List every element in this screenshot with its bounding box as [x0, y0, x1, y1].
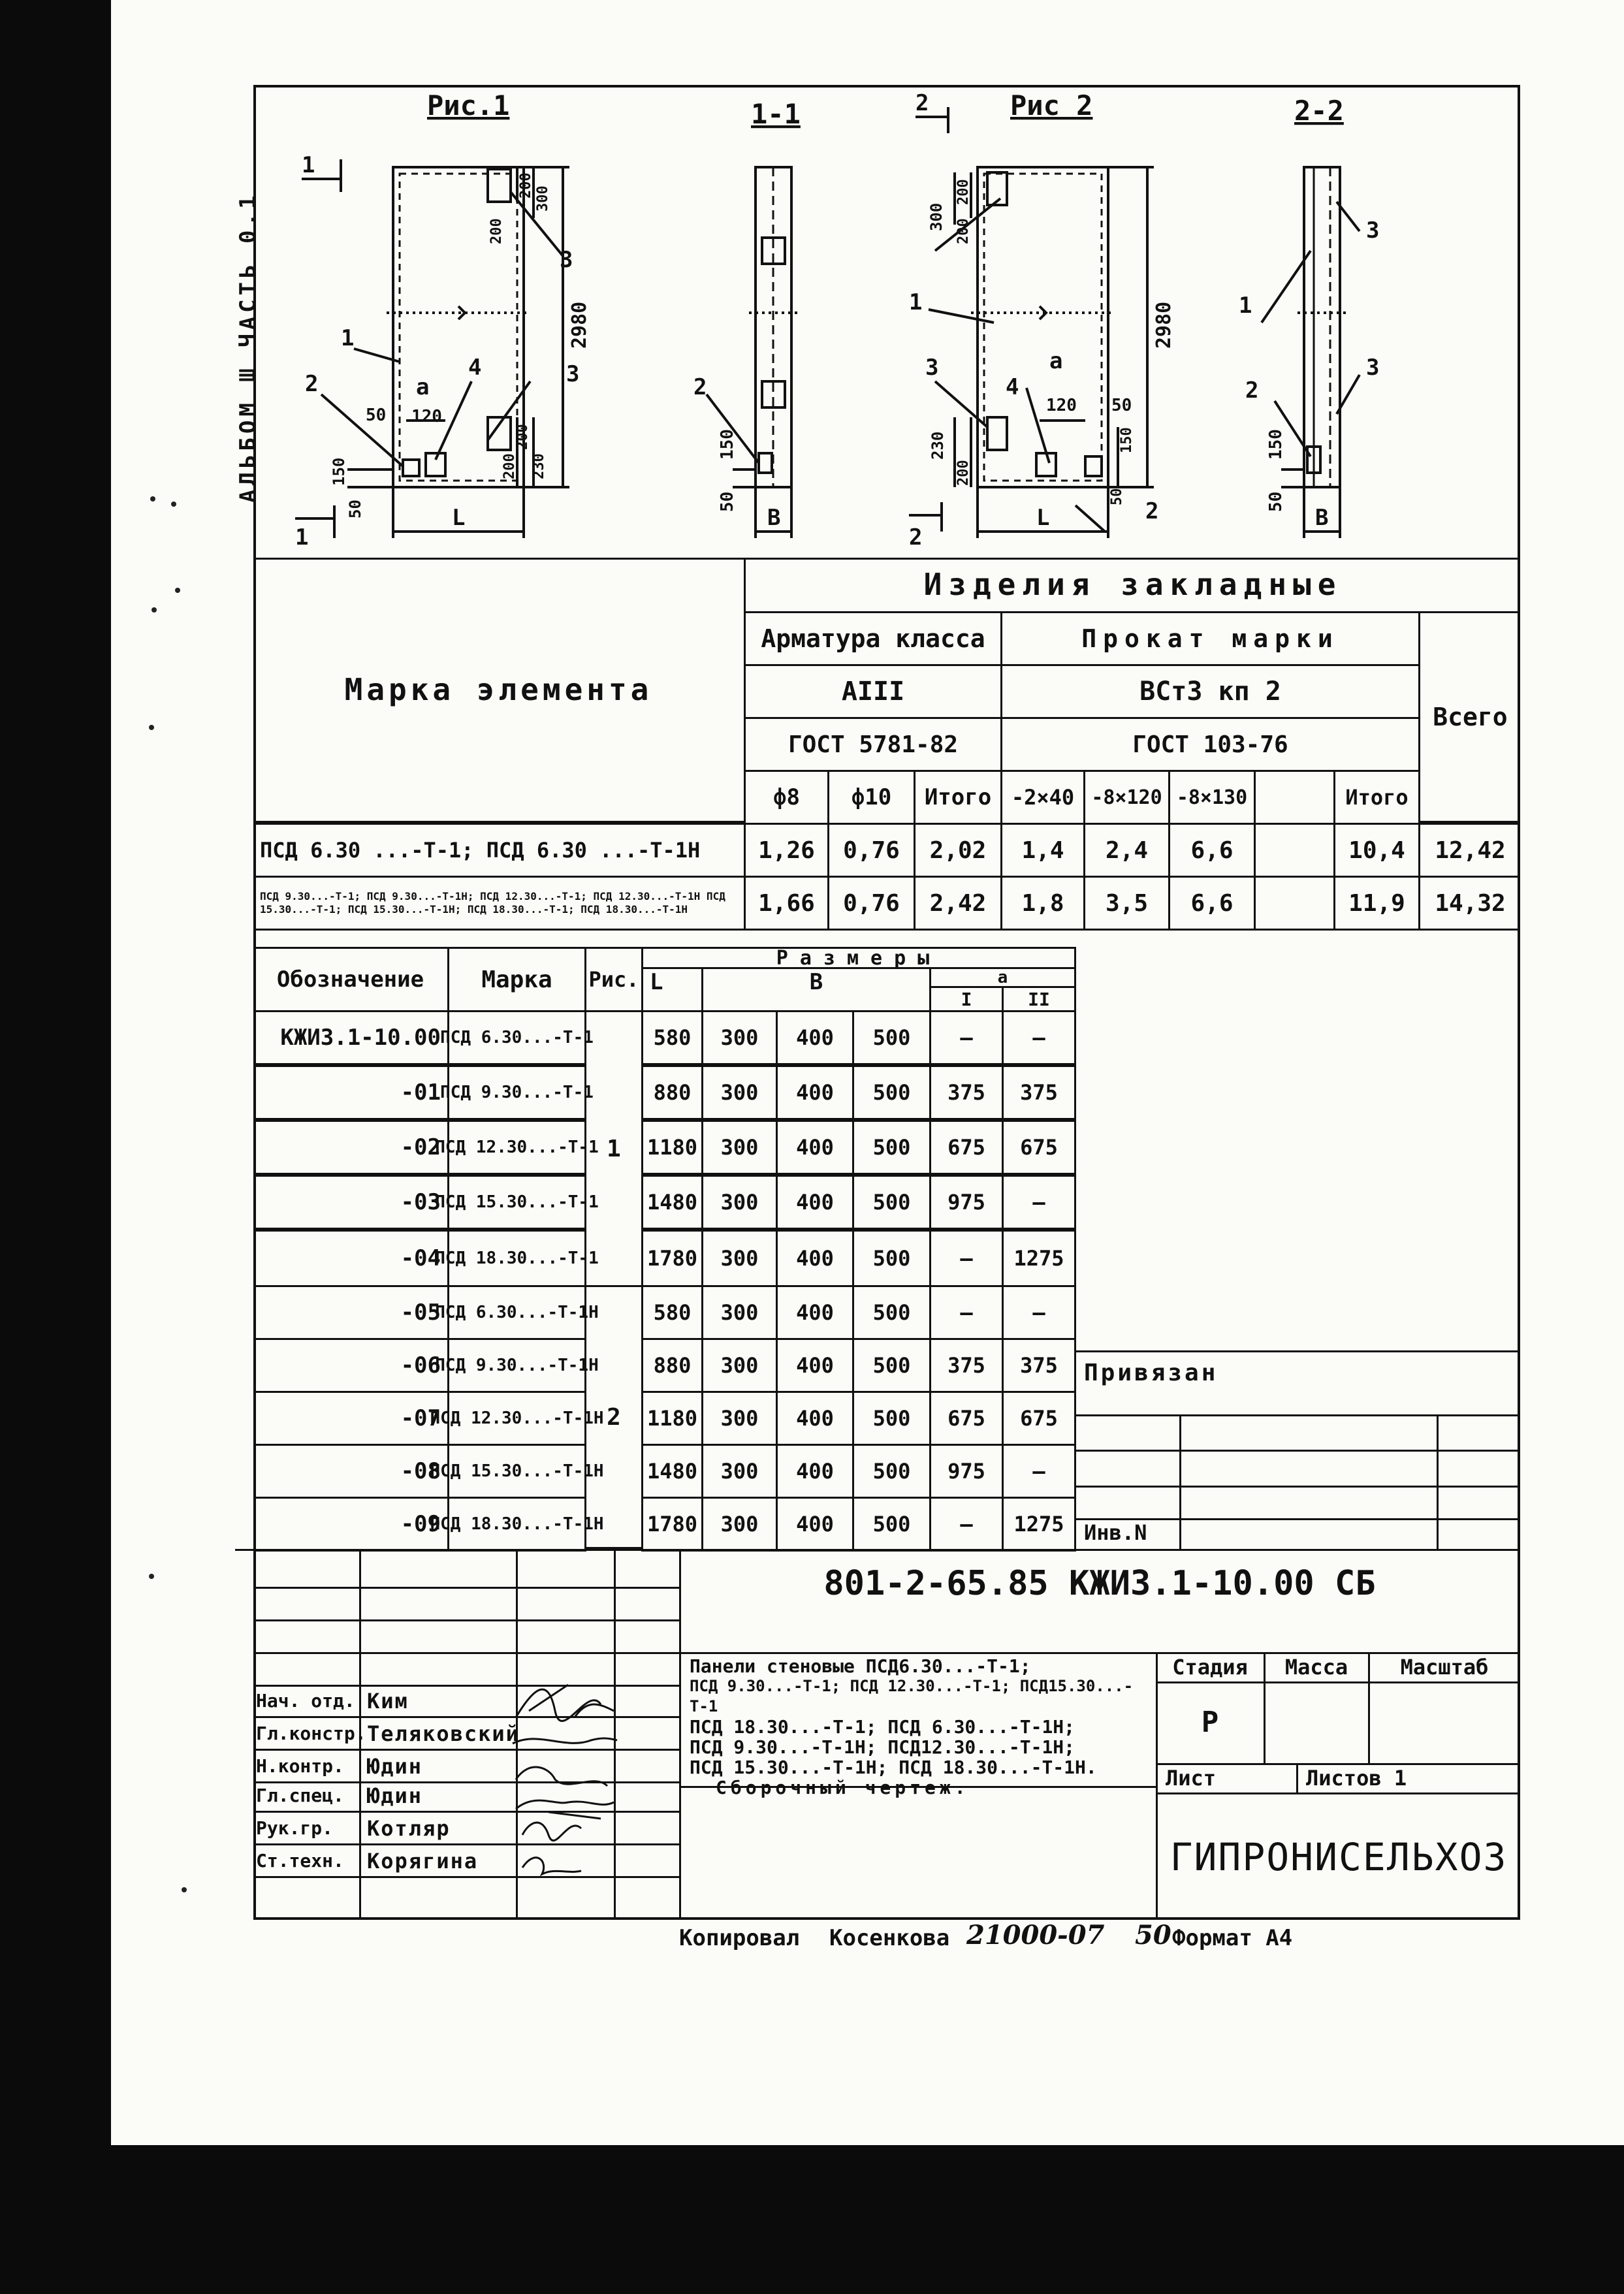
col-header: -8×120: [1083, 770, 1170, 825]
embed-total: 14,32: [1418, 876, 1520, 931]
size-cell-a2: —: [1002, 1444, 1076, 1499]
sec22-callout-3b: 3: [1366, 355, 1380, 381]
fig1-callout-1: 1: [341, 325, 355, 351]
fig1-callout-3a: 3: [560, 247, 573, 273]
embed-cell: 1,8: [1000, 876, 1085, 931]
tb-col: [1156, 1652, 1158, 1920]
size-header-fig: Рис.: [584, 947, 643, 1012]
tb-row: [1156, 1681, 1520, 1683]
stage-header: Стадия: [1172, 1655, 1248, 1680]
size-header-b: B: [701, 967, 931, 1012]
sec11-dim-150: 150: [718, 429, 737, 460]
fig1-dim-height: 2980: [568, 301, 591, 349]
size-cell-l: 1480: [641, 1444, 703, 1499]
size-cell-b1: 300: [701, 1230, 778, 1287]
staff-name: Теляковский: [367, 1721, 520, 1746]
size-cell-a2: —: [1002, 1175, 1076, 1230]
binding-col: [1437, 1414, 1439, 1549]
size-cell-des: -01: [253, 1065, 449, 1120]
description-block: [690, 1656, 1153, 1798]
fig2-section-mark: 2: [915, 90, 929, 116]
fig1-callout-4: 4: [468, 355, 482, 381]
size-cell-a1: 975: [929, 1175, 1004, 1230]
fig2-label-a: a: [1049, 348, 1063, 374]
size-cell-b3: 500: [852, 1010, 931, 1065]
embed-cell: 0,76: [827, 876, 915, 931]
description-line: ПСД 9.30...-Т-1; ПСД 12.30...-Т-1; ПСД15.30...-Т-1: [690, 1677, 1134, 1715]
fig2-section-mark-b: 2: [909, 524, 923, 550]
size-cell-b2: 400: [776, 1338, 854, 1393]
binding-line: [1074, 1450, 1520, 1452]
tb-row: [1156, 1792, 1520, 1794]
scan-speck: [175, 588, 180, 593]
size-cell-des: -06: [253, 1338, 449, 1393]
size-cell-a2: 1275: [1002, 1230, 1076, 1287]
tb-main-line: [679, 1652, 1520, 1654]
sec22-outline: [1304, 167, 1340, 487]
fig1-panel-outline: [393, 167, 524, 487]
size-cell-mark: ПСД 15.30...-Т-1: [447, 1175, 586, 1230]
size-cell-des: -03: [253, 1175, 449, 1230]
description-line: Сборочный чертеж.: [716, 1777, 970, 1798]
col-header: ф8: [744, 770, 829, 825]
size-cell-a2: 1275: [1002, 1497, 1076, 1552]
fig1-dim-200a: 200: [518, 172, 534, 199]
size-cell-b2: 400: [776, 1285, 854, 1340]
size-cell-des: -08: [253, 1444, 449, 1499]
embed-cell: [1254, 823, 1335, 878]
tb-col: [679, 1549, 681, 1920]
sec22-dim-150: 150: [1266, 429, 1286, 460]
size-header-l: L: [641, 967, 703, 1012]
binding-col: [1179, 1414, 1181, 1549]
size-cell-l: 1780: [641, 1230, 703, 1287]
fig2-callout-4: 4: [1006, 374, 1019, 400]
staff-name: Юдин: [367, 1754, 423, 1779]
figures-area: [256, 88, 1518, 558]
size-cell-b1: 300: [701, 1065, 778, 1120]
scan-speck: [182, 1887, 187, 1892]
scan-speck: [151, 607, 157, 613]
description-line: ПСД 15.30...-Т-1Н; ПСД 18.30...-Т-1Н.: [690, 1757, 1097, 1778]
size-cell-des: -09: [253, 1497, 449, 1552]
size-cell-l: 1480: [641, 1175, 703, 1230]
fig1-dim-150: 150: [330, 457, 348, 486]
description-line: ПСД 18.30...-Т-1; ПСД 6.30...-Т-1Н;: [690, 1716, 1075, 1738]
fig2-callout-3: 3: [925, 355, 939, 381]
fig-group-2: 2: [584, 1285, 643, 1549]
staff-role: Гл.спец.: [256, 1785, 344, 1806]
fig1-callout-2: 2: [305, 371, 319, 397]
binding-title: Привязан: [1084, 1360, 1218, 1386]
size-cell-b1: 300: [701, 1444, 778, 1499]
fig-group-1: 1: [584, 1010, 643, 1287]
fig1-dim-200d: 200: [502, 453, 518, 479]
size-cell-b3: 500: [852, 1175, 931, 1230]
arm-class: АIII: [744, 664, 1002, 719]
size-cell-b1: 300: [701, 1497, 778, 1552]
size-cell-a1: 975: [929, 1444, 1004, 1499]
size-cell-b2: 400: [776, 1497, 854, 1552]
binding-inv: Инв.N: [1084, 1520, 1147, 1545]
size-cell-b2: 400: [776, 1010, 854, 1065]
size-cell-mark: ПСД 9.30...-Т-1Н: [447, 1338, 586, 1393]
col-header: -8×130: [1168, 770, 1256, 825]
staff-role: Ст.техн.: [256, 1850, 344, 1872]
size-cell-l: 880: [641, 1338, 703, 1393]
fig2-callout-2: 2: [1145, 498, 1159, 524]
size-header-a1: I: [929, 986, 1004, 1012]
staff-role: Гл.констр.: [256, 1723, 366, 1744]
signature-yudin-2: [516, 1800, 614, 1819]
size-cell-a1: 375: [929, 1338, 1004, 1393]
fig1-dim-200b: 200: [488, 218, 505, 244]
fig2-dim-200b: 200: [955, 218, 972, 244]
size-cell-mark: ПСД 12.30...-Т-1: [447, 1120, 586, 1175]
size-cell-b3: 500: [852, 1391, 931, 1446]
size-cell-b1: 300: [701, 1120, 778, 1175]
size-cell-des: -07: [253, 1391, 449, 1446]
group-header: Изделия закладные: [744, 558, 1520, 613]
col-header: Итого: [1333, 770, 1420, 825]
size-cell-b3: 500: [852, 1120, 931, 1175]
fig1-title: Рис.1: [427, 89, 510, 121]
mass-header: Масса: [1284, 1655, 1348, 1680]
embed-total: 12,42: [1418, 823, 1520, 878]
album-label: АЛЬБОМ Ш ЧАСТЬ 0.1: [235, 191, 261, 503]
fig2-dim-50: 50: [1111, 396, 1132, 415]
size-cell-mark: ПСД 18.30...-Т-1Н: [447, 1497, 586, 1552]
size-cell-a1: —: [929, 1285, 1004, 1340]
size-cell-a1: —: [929, 1230, 1004, 1287]
col-header: Итого: [914, 770, 1002, 825]
fig1-dim-120: 120: [411, 407, 442, 426]
staff-name: Котляр: [367, 1816, 451, 1841]
footer-order: 21000-07: [966, 1920, 1105, 1951]
staff-role: Рук.гр.: [256, 1817, 334, 1839]
size-cell-b2: 400: [776, 1120, 854, 1175]
size-cell-a1: —: [929, 1010, 1004, 1065]
size-cell-l: 580: [641, 1010, 703, 1065]
scan-dark-margin-bottom: [0, 2145, 1624, 2294]
embed-cell: 11,9: [1333, 876, 1420, 931]
tb-col: [1296, 1763, 1298, 1792]
footer-sheet-no: 50: [1135, 1920, 1171, 1951]
signature-yudin-1: [516, 1767, 607, 1786]
staff-name: Ким: [367, 1689, 409, 1713]
fig1-dim-300: 300: [535, 185, 551, 212]
size-cell-des: -04: [253, 1230, 449, 1287]
stage-value: Р: [1201, 1706, 1219, 1739]
size-cell-b1: 300: [701, 1285, 778, 1340]
fig2-dim-120: 120: [1046, 396, 1077, 415]
embed-cell: 10,4: [1333, 823, 1420, 878]
embed-cell: [1254, 876, 1335, 931]
fig1-dim-230: 230: [531, 453, 547, 479]
size-cell-b1: 300: [701, 1175, 778, 1230]
size-cell-des: -02: [253, 1120, 449, 1175]
size-cell-l: 580: [641, 1285, 703, 1340]
binding-line: [1074, 1414, 1520, 1416]
scan-speck: [149, 1574, 154, 1579]
fig2-dim-230: 230: [929, 431, 947, 460]
fig2-dim-150: 150: [1119, 427, 1135, 453]
size-cell-a2: 375: [1002, 1338, 1076, 1393]
size-cell-a2: —: [1002, 1285, 1076, 1340]
total-header: Всего: [1418, 611, 1520, 823]
mark-header: Марка элемента: [253, 558, 746, 823]
fig1-section-mark-b: 1: [295, 524, 309, 550]
signature-koryagina: [522, 1858, 581, 1874]
size-cell-l: 1180: [641, 1391, 703, 1446]
fig2-dim-l: L: [1036, 505, 1050, 531]
size-cell-mark: ПСД 15.30...-Т-1Н: [447, 1444, 586, 1499]
signatures: [509, 1672, 627, 1913]
tb-row: [1156, 1763, 1520, 1765]
sec11-dim-50: 50: [718, 491, 737, 512]
size-cell-l: 880: [641, 1065, 703, 1120]
fig2-dim-height: 2980: [1153, 301, 1175, 349]
sec11-dim-b: B: [767, 505, 781, 531]
binding-top-line: [1074, 1350, 1520, 1352]
embed-cell: 1,66: [744, 876, 829, 931]
size-header-sizes: Размеры: [641, 947, 1076, 969]
fig1-dim-l: L: [452, 505, 466, 531]
size-header-mark: Марка: [447, 947, 586, 1012]
fig2-dim-50b: 50: [1109, 488, 1125, 505]
sec22-dim-50: 50: [1266, 491, 1286, 512]
sec22-title: 2-2: [1294, 95, 1344, 127]
tb-desc-bottom: [679, 1786, 1156, 1788]
fig2-dim-300: 300: [927, 202, 946, 231]
description-line: Панели стеновые ПСД6.30...-Т-1;: [690, 1655, 1031, 1677]
sec22-callout-2: 2: [1245, 377, 1259, 404]
size-cell-l: 1180: [641, 1120, 703, 1175]
footer-copier: Косенкова: [829, 1925, 950, 1951]
prokat-header: Прокат марки: [1000, 611, 1420, 666]
embed-cell: 0,76: [827, 823, 915, 878]
size-cell-des: -05: [253, 1285, 449, 1340]
size-cell-b1: 300: [701, 1010, 778, 1065]
size-cell-b2: 400: [776, 1175, 854, 1230]
size-cell-a2: 675: [1002, 1120, 1076, 1175]
signature-telyakovsky: [513, 1738, 617, 1744]
scan-dark-margin-left: [0, 0, 111, 2294]
size-cell-b3: 500: [852, 1065, 931, 1120]
size-cell-a1: 675: [929, 1391, 1004, 1446]
org-name: ГИПРОНИСЕЛЬХОЗ: [1170, 1835, 1508, 1879]
fig2-dim-200a: 200: [955, 179, 972, 205]
embed-row-mark: ПСД 6.30 ...-Т-1; ПСД 6.30 ...-Т-1Н: [253, 823, 746, 878]
size-cell-b3: 500: [852, 1338, 931, 1393]
sec22-callout-3a: 3: [1366, 217, 1380, 244]
size-cell-l: 1780: [641, 1497, 703, 1552]
size-header-a: a: [929, 967, 1076, 988]
tb-row: [253, 1587, 679, 1589]
fig1-callout-3b: 3: [566, 361, 580, 387]
size-cell-b3: 500: [852, 1230, 931, 1287]
prokat-mark: ВСт3 кп 2: [1000, 664, 1420, 719]
size-cell-mark: ПСД 12.30...-Т-1Н: [447, 1391, 586, 1446]
scale-header: Масштаб: [1400, 1655, 1489, 1680]
fig1-label-a: a: [416, 374, 430, 400]
size-cell-b3: 500: [852, 1444, 931, 1499]
sec11-title: 1-1: [751, 98, 801, 130]
sec11-callout-2: 2: [693, 374, 707, 400]
fig2-title: Рис 2: [1010, 89, 1093, 121]
size-cell-b3: 500: [852, 1497, 931, 1552]
size-header-a2: II: [1002, 986, 1076, 1012]
size-cell-a2: 375: [1002, 1065, 1076, 1120]
scan-speck: [150, 496, 155, 502]
size-header-designation: Обозначение: [253, 947, 449, 1012]
footer-format: Формат А4: [1172, 1925, 1293, 1951]
size-cell-mark: ПСД 6.30...-Т-1Н: [447, 1285, 586, 1340]
scan-speck: [171, 502, 176, 507]
fig1-dim-50b: 50: [346, 500, 364, 518]
staff-name: Юдин: [367, 1783, 423, 1808]
embed-cell: 1,26: [744, 823, 829, 878]
signature-kim: [516, 1685, 614, 1721]
description-line: ПСД 9.30...-Т-1Н; ПСД12.30...-Т-1Н;: [690, 1736, 1075, 1758]
fig1-dim-50: 50: [366, 406, 387, 425]
size-cell-a2: —: [1002, 1010, 1076, 1065]
size-cell-b3: 500: [852, 1285, 931, 1340]
scan-speck: [149, 725, 154, 730]
staff-name: Корягина: [367, 1849, 479, 1873]
embed-cell: 2,4: [1083, 823, 1170, 878]
size-cell-des: КЖИ3.1-10.00: [253, 1010, 449, 1065]
binding-line: [1074, 1486, 1520, 1488]
size-cell-mark: ПСД 6.30...-Т-1: [447, 1010, 586, 1065]
fig2-dim-200c: 200: [955, 460, 972, 486]
gost-arm: ГОСТ 5781-82: [744, 717, 1002, 772]
footer-copied: Копировал: [679, 1925, 800, 1951]
size-cell-b2: 400: [776, 1230, 854, 1287]
arm-header: Арматура класса: [744, 611, 1002, 666]
size-cell-b2: 400: [776, 1444, 854, 1499]
col-header: ф10: [827, 770, 915, 825]
sheets-label: Листов 1: [1306, 1766, 1407, 1791]
col-header: [1254, 770, 1335, 825]
doc-code: 801-2-65.85 КЖИ3.1-10.00 СБ: [823, 1564, 1376, 1603]
tb-row: [253, 1652, 679, 1654]
size-cell-a1: —: [929, 1497, 1004, 1552]
embed-row-mark: ПСД 9.30...-Т-1; ПСД 9.30...-Т-1Н; ПСД 12.30...-Т-1; ПСД 12.30...-Т-1Н ПСД 15.30...-Т-1; ПСД 15.30...-Т-1Н; ПСД 18.30...-Т-1; ПСД 18.30...-Т-1Н: [253, 876, 746, 931]
size-cell-b2: 400: [776, 1065, 854, 1120]
size-cell-b2: 400: [776, 1391, 854, 1446]
embed-cell: 6,6: [1168, 823, 1256, 878]
gost-prokat: ГОСТ 103-76: [1000, 717, 1420, 772]
embed-cell: 3,5: [1083, 876, 1170, 931]
embed-cell: 2,02: [914, 823, 1002, 878]
size-cell-mark: ПСД 18.30...-Т-1: [447, 1230, 586, 1287]
tb-row: [253, 1619, 679, 1621]
staff-role: Н.контр.: [256, 1755, 344, 1777]
size-cell-b1: 300: [701, 1391, 778, 1446]
size-cell-a1: 375: [929, 1065, 1004, 1120]
embed-cell: 2,42: [914, 876, 1002, 931]
fig1-dim-200c: 200: [515, 424, 531, 450]
embed-cell: 1,4: [1000, 823, 1085, 878]
size-cell-a2: 675: [1002, 1391, 1076, 1446]
fig2-callout-1: 1: [909, 289, 923, 315]
size-cell-a1: 675: [929, 1120, 1004, 1175]
embed-cell: 6,6: [1168, 876, 1256, 931]
signature-kotlyar: [522, 1823, 581, 1841]
size-cell-b1: 300: [701, 1338, 778, 1393]
size-cell-mark: ПСД 9.30...-Т-1: [447, 1065, 586, 1120]
sec22-callout-1: 1: [1239, 293, 1252, 319]
fig1-section-mark: 1: [302, 152, 315, 178]
sheet-label: Лист: [1166, 1766, 1217, 1791]
title-block-top: [235, 1549, 1520, 1551]
sec22-dim-b: B: [1315, 505, 1329, 531]
staff-role: Нач. отд.: [256, 1690, 355, 1712]
col-header: -2×40: [1000, 770, 1085, 825]
